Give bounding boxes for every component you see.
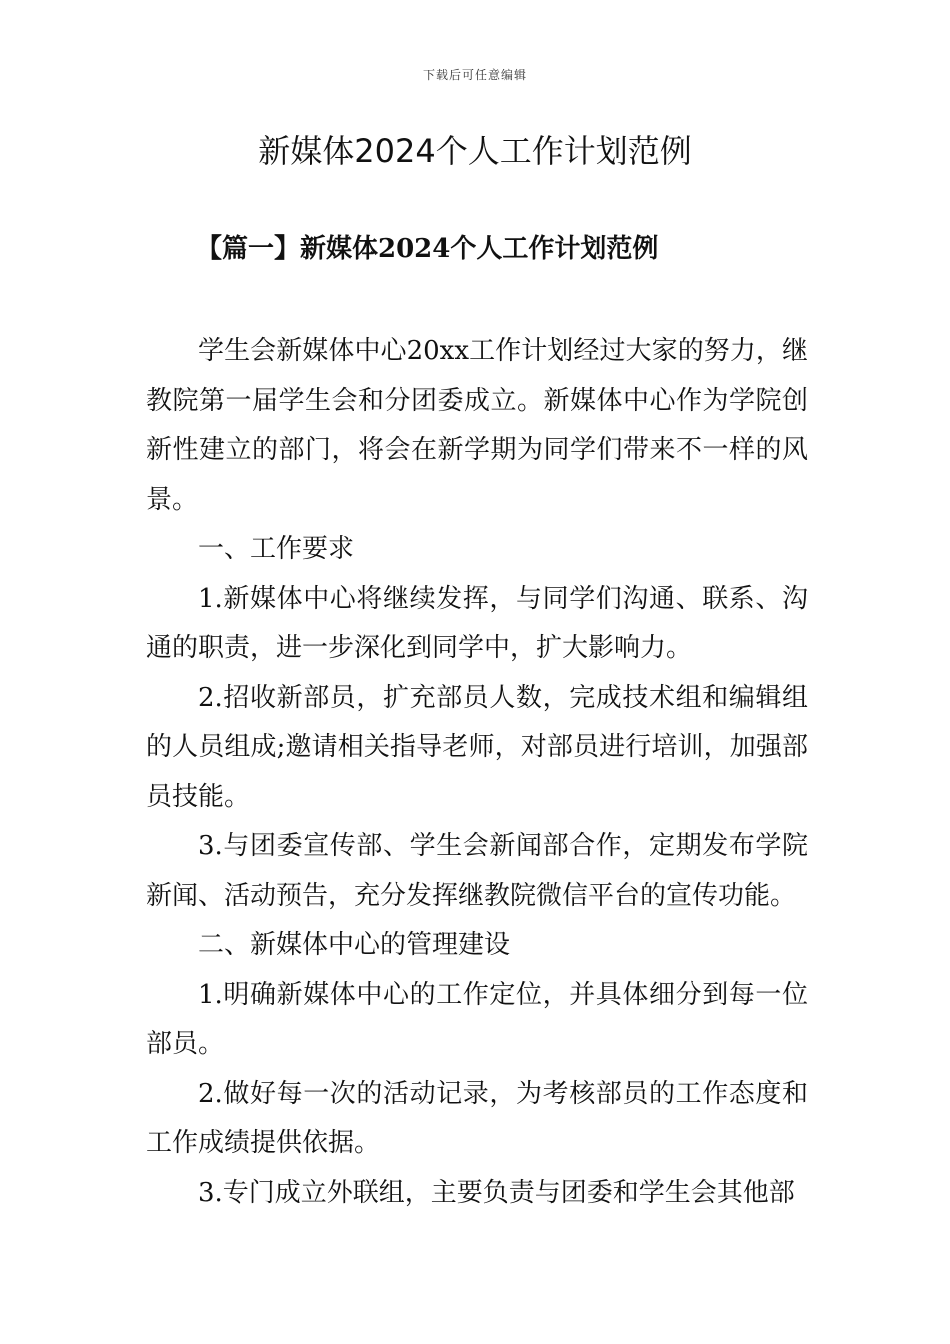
requirement-item-3: 3.与团委宣传部、学生会新闻部合作，定期发布学院新闻、活动预告，充分发挥继教院微信平台的宣传功能。 — [146, 831, 808, 911]
requirement-item-1: 1.新媒体中心将继续发挥，与同学们沟通、联系、沟通的职责，进一步深化到同学中，扩大影响力。 — [146, 583, 808, 663]
requirement-item-2: 2.招收新部员，扩充部员人数，完成技术组和编辑组的人员组成;邀请相关指导老师，对部员进行培训，加强部员技能。 — [146, 682, 808, 812]
work-requirements-heading: 一、工作要求 — [198, 534, 355, 564]
document-title: 新媒体2024个人工作计划范例 — [258, 132, 692, 170]
management-item-2: 2.做好每一次的活动记录，为考核部员的工作态度和工作成绩提供依据。 — [146, 1078, 808, 1158]
document-body — [146, 327, 808, 1218]
management-heading: 二、新媒体中心的管理建设 — [198, 930, 511, 960]
header-note: 下载后可任意编辑 — [422, 68, 527, 82]
management-item-3: 3.专门成立外联组，主要负责与团委和学生会其他部 — [198, 1177, 795, 1208]
intro-paragraph: 学生会新媒体中心20xx工作计划经过大家的努力，继教院第一届学生会和分团委成立。新媒体中心作为学院创新性建立的部门，将会在新学期为同学们带来不一样的风景。 — [146, 336, 808, 515]
management-item-1: 1.明确新媒体中心的工作定位，并具体细分到每一位部员。 — [146, 979, 808, 1059]
section-heading: 【篇一】新媒体2024个人工作计划范例 — [196, 234, 659, 264]
